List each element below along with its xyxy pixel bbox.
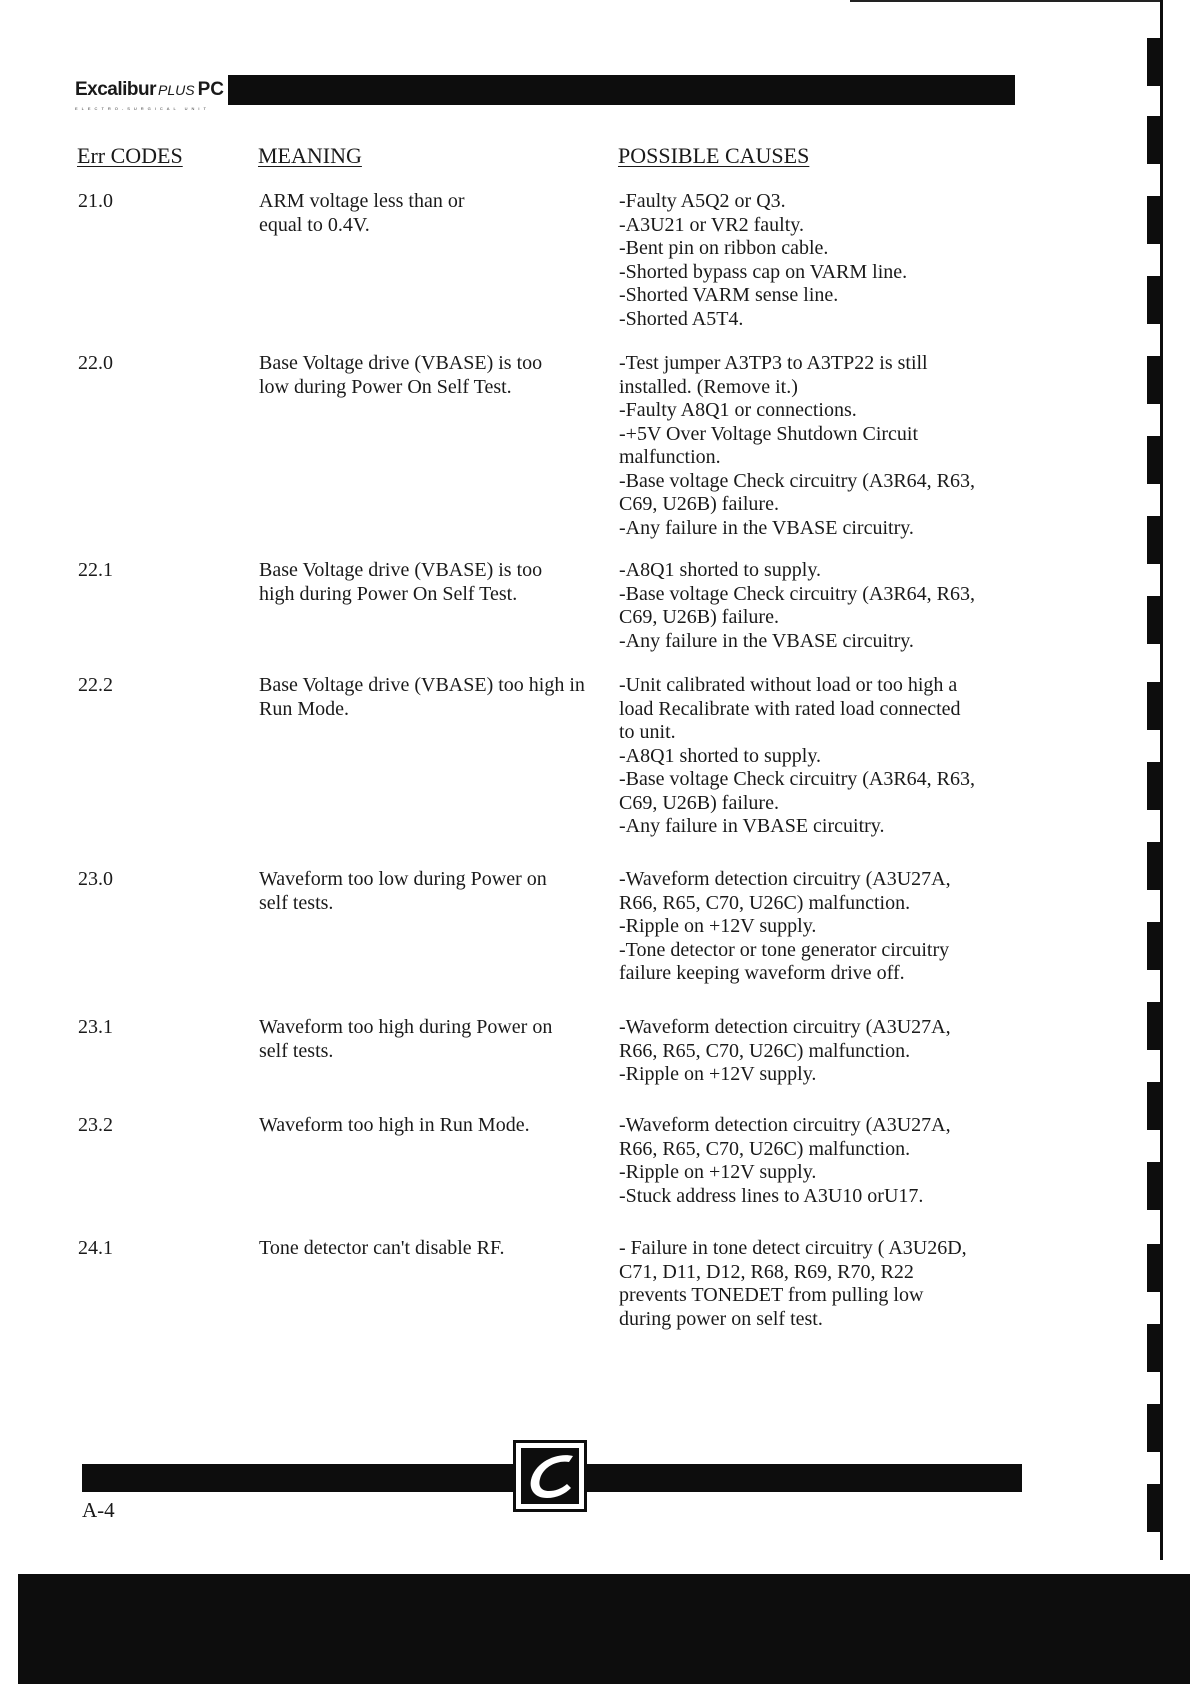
punch-mark	[1147, 762, 1161, 810]
punch-mark	[1147, 38, 1161, 86]
punch-mark	[1147, 516, 1161, 564]
punch-mark	[1147, 1162, 1161, 1210]
cause-item: -A8Q1 shorted to supply.	[619, 744, 822, 767]
cause-item: -Waveform detection circuitry (A3U27A, R66, R65, C70, U26C) malfunction.	[619, 1016, 951, 1062]
cause-item: -Base voltage Check circuitry (A3R64, R63, C69, U26B) failure.	[619, 582, 976, 628]
scan-bottom-band	[18, 1574, 1190, 1684]
scan-edge-line	[850, 0, 1160, 2]
cause-item: -A8Q1 shorted to supply.	[619, 559, 822, 581]
cause-item: -Faulty A8Q1 or connections.	[619, 399, 857, 421]
error-code: 22.2	[78, 674, 113, 696]
punch-mark	[1147, 1324, 1161, 1372]
error-code: 23.0	[78, 868, 113, 890]
cause-item: -Waveform detection circuitry (A3U27A, R66, R65, C70, U26C) malfunction.	[619, 1114, 951, 1160]
column-heading-meaning: MEANING	[258, 143, 362, 168]
cause-list	[619, 190, 1019, 331]
cause-item: -Stuck address lines to A3U10 orU17.	[619, 1184, 924, 1207]
error-meaning: Tone detector can't disable RF.	[259, 1237, 505, 1259]
brand-plus: PLUS	[158, 82, 195, 98]
cause-list	[619, 1016, 1019, 1087]
page-number: A-4	[82, 1498, 115, 1522]
punch-mark	[1147, 1484, 1161, 1532]
error-code: 21.0	[78, 190, 113, 212]
cause-item: -Shorted A5T4.	[619, 307, 744, 330]
error-meaning: Base Voltage drive (VBASE) is too low during Power On Self Test.	[259, 352, 543, 398]
cause-item: -Faulty A5Q2 or Q3.	[619, 190, 786, 212]
error-code: 22.0	[78, 352, 113, 374]
error-meaning: Base Voltage drive (VBASE) is too high during Power On Self Test.	[259, 559, 543, 605]
binder-punch-marks	[1147, 0, 1165, 1540]
cause-item: -+5V Over Voltage Shutdown Circuit malfunction.	[619, 422, 919, 468]
error-meaning: Base Voltage drive (VBASE) too high in Run Mode.	[259, 674, 585, 720]
brand-pc: PC	[197, 79, 225, 100]
punch-mark	[1147, 596, 1161, 644]
cause-item: -Waveform detection circuitry (A3U27A, R66, R65, C70, U26C) malfunction.	[619, 868, 951, 914]
brand-logo	[75, 79, 225, 111]
error-meaning: Waveform too high in Run Mode.	[259, 1114, 530, 1136]
column-heading-codes: Err CODES	[77, 143, 183, 168]
cause-item: -Any failure in the VBASE circuitry.	[619, 629, 914, 652]
brand-name: Excalibur	[75, 79, 157, 100]
c-logo-icon	[521, 1448, 579, 1504]
cause-item: -Tone detector or tone generator circuitry failure keeping waveform drive off.	[619, 938, 950, 984]
punch-mark	[1147, 436, 1161, 484]
punch-mark	[1147, 356, 1161, 404]
punch-mark	[1147, 276, 1161, 324]
punch-mark	[1147, 116, 1161, 164]
cause-item: - Failure in tone detect circuitry ( A3U26D, C71, D11, D12, R68, R69, R70, R22 prevents TONEDET from pulling low during power on self test.	[619, 1237, 967, 1330]
punch-mark	[1147, 1002, 1161, 1050]
brand-subtitle: ELECTRO-SURGICAL UNIT	[75, 106, 210, 111]
cause-item: -Bent pin on ribbon cable.	[619, 237, 829, 259]
cause-item: -Shorted bypass cap on VARM line.	[619, 260, 908, 283]
cause-list	[619, 1114, 1019, 1208]
cause-item: -Ripple on +12V supply.	[619, 1063, 817, 1085]
cause-list	[619, 352, 1019, 540]
punch-mark	[1147, 842, 1161, 890]
cause-item: -Base voltage Check circuitry (A3R64, R63, C69, U26B) failure.	[619, 469, 976, 515]
error-meaning: Waveform too high during Power on self tests.	[259, 1016, 553, 1062]
cause-item: -Unit calibrated without load or too high a load Recalibrate with rated load connected to unit.	[619, 674, 961, 743]
punch-mark	[1147, 196, 1161, 244]
cause-item: -Shorted VARM sense line.	[619, 284, 839, 306]
punch-mark	[1147, 1082, 1161, 1130]
error-code: 23.1	[78, 1016, 113, 1038]
error-code: 24.1	[78, 1237, 113, 1259]
cause-list	[619, 674, 1019, 839]
error-code: 23.2	[78, 1114, 113, 1136]
column-heading-causes: POSSIBLE CAUSES	[618, 143, 810, 168]
cause-item: -A3U21 or VR2 faulty.	[619, 213, 804, 236]
cause-item: -Ripple on +12V supply.	[619, 915, 817, 937]
header-bar	[228, 75, 1015, 105]
punch-mark	[1147, 682, 1161, 730]
cause-list	[619, 559, 1019, 653]
punch-mark	[1147, 1404, 1161, 1452]
cause-item: -Base voltage Check circuitry (A3R64, R63, C69, U26B) failure.	[619, 768, 976, 814]
error-meaning: Waveform too low during Power on self tests.	[259, 868, 547, 914]
company-logo	[513, 1440, 587, 1512]
error-meaning: ARM voltage less than or equal to 0.4V.	[259, 190, 465, 236]
cause-item: -Test jumper A3TP3 to A3TP22 is still installed. (Remove it.)	[619, 352, 928, 398]
cause-item: -Ripple on +12V supply.	[619, 1161, 817, 1183]
error-code: 22.1	[78, 559, 113, 581]
punch-mark	[1147, 922, 1161, 970]
cause-list	[619, 868, 1019, 986]
cause-list	[619, 1237, 1019, 1331]
punch-mark	[1147, 1244, 1161, 1292]
cause-item: -Any failure in VBASE circuitry.	[619, 815, 885, 837]
cause-item: -Any failure in the VBASE circuitry.	[619, 516, 914, 539]
